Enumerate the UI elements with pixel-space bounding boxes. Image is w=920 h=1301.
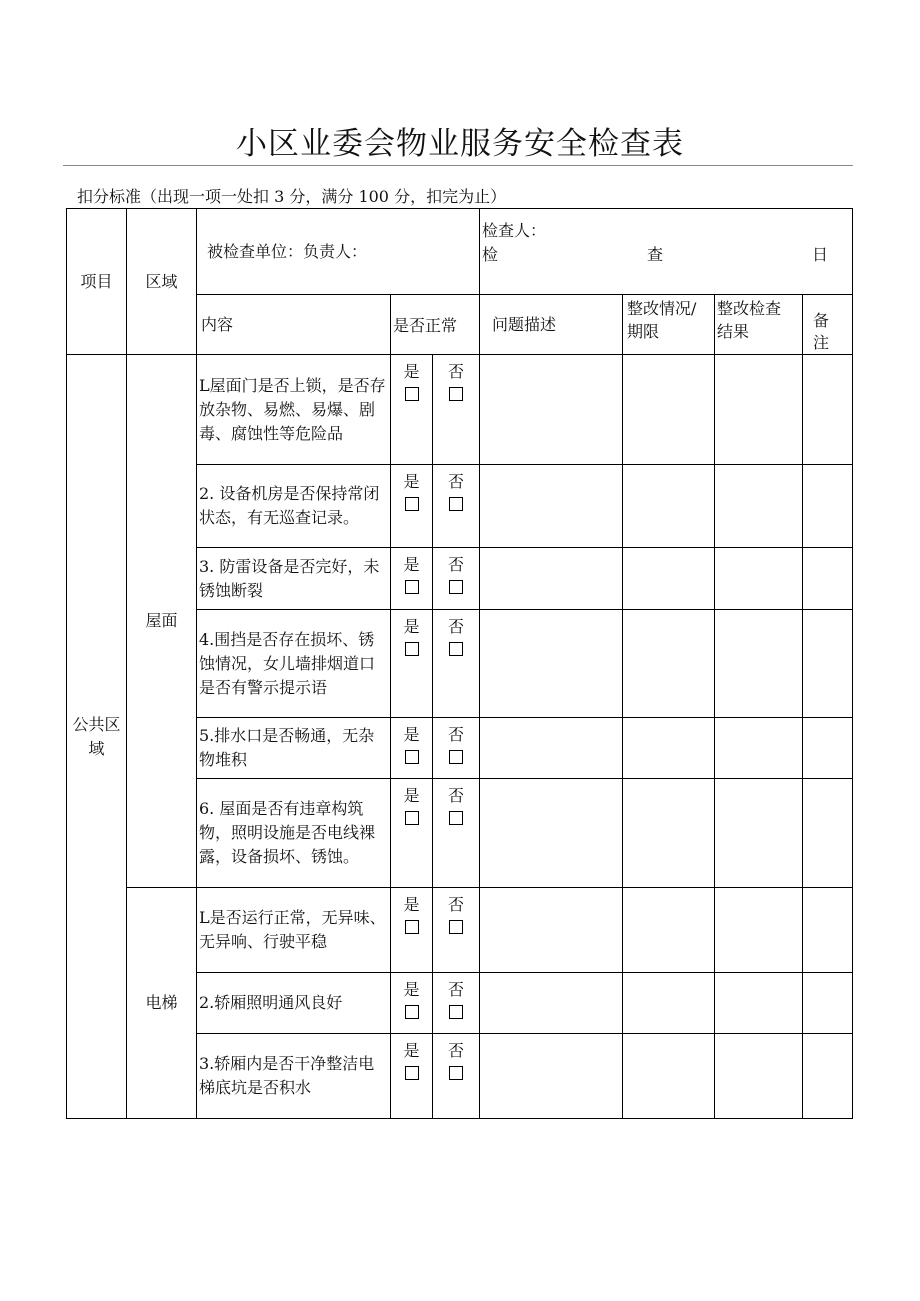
yes-checkbox[interactable]: [391, 355, 433, 465]
recheck-cell[interactable]: [715, 779, 803, 888]
yes-label: 是: [403, 980, 420, 999]
yes-label: 是: [403, 555, 420, 574]
yes-label: 是: [403, 725, 420, 744]
header-area: 区域: [127, 209, 197, 355]
remark-cell[interactable]: [803, 610, 853, 718]
recheck-cell[interactable]: [715, 718, 803, 779]
yes-label: 是: [403, 362, 420, 381]
rectify-cell[interactable]: [623, 1034, 715, 1119]
checkbox-box: [405, 1066, 419, 1080]
problem-cell[interactable]: [480, 1034, 623, 1119]
checkbox-box: [449, 642, 463, 656]
problem-cell[interactable]: [480, 779, 623, 888]
inspection-date-line: [482, 243, 848, 267]
header-recheck: 整改检查结果: [715, 295, 803, 355]
remark-cell[interactable]: [803, 1034, 853, 1119]
checkbox-box: [405, 750, 419, 764]
check-item-content: 3.轿厢内是否干净整洁电梯底坑是否积水: [197, 1034, 391, 1119]
header-content: 内容: [197, 295, 391, 355]
recheck-cell[interactable]: [715, 465, 803, 548]
no-checkbox[interactable]: [433, 718, 480, 779]
no-checkbox[interactable]: [433, 973, 480, 1034]
rectify-cell[interactable]: [623, 973, 715, 1034]
check-item-content: 4.围挡是否存在损坏、锈蚀情况，女儿墙排烟道口是否有警示提示语: [197, 610, 391, 718]
checkbox-box: [449, 387, 463, 401]
deduction-standard: 扣分标准（出现一项一处扣 3 分，满分 100 分，扣完为止）: [77, 187, 507, 206]
checkbox-box: [449, 920, 463, 934]
checkbox-box: [449, 580, 463, 594]
title-underline: [63, 165, 853, 166]
problem-cell[interactable]: [480, 548, 623, 610]
recheck-cell[interactable]: [715, 610, 803, 718]
remark-cell[interactable]: [803, 355, 853, 465]
inspector-label: 检查人：: [482, 221, 547, 240]
section-item-public-area: 公共区域: [67, 355, 127, 1119]
checkbox-box: [405, 642, 419, 656]
check-item-content: L屋面门是否上锁，是否存放杂物、易燃、易爆、剧毒、腐蚀性等危险品: [197, 355, 391, 465]
yes-checkbox[interactable]: [391, 1034, 433, 1119]
no-checkbox[interactable]: [433, 779, 480, 888]
header-problem: 问题描述: [480, 295, 623, 355]
checkbox-box: [405, 920, 419, 934]
recheck-cell[interactable]: [715, 548, 803, 610]
checkbox-box: [405, 1005, 419, 1019]
inspection-table: [66, 208, 853, 1119]
inspected-unit-field: 被检查单位：负责人：: [197, 209, 480, 295]
no-label: 否: [448, 362, 465, 381]
yes-label: 是: [403, 786, 420, 805]
no-label: 否: [448, 980, 465, 999]
no-checkbox[interactable]: [433, 888, 480, 973]
problem-cell[interactable]: [480, 355, 623, 465]
no-label: 否: [448, 472, 465, 491]
remark-cell[interactable]: [803, 973, 853, 1034]
recheck-cell[interactable]: [715, 1034, 803, 1119]
yes-label: 是: [403, 472, 420, 491]
date-char-3: 日: [812, 245, 829, 264]
header-normal: 是否正常: [391, 295, 480, 355]
checkbox-box: [449, 1066, 463, 1080]
date-char-1: 检: [482, 245, 499, 264]
recheck-cell[interactable]: [715, 355, 803, 465]
yes-label: 是: [403, 1041, 420, 1060]
rectify-cell[interactable]: [623, 548, 715, 610]
checkbox-box: [405, 811, 419, 825]
date-char-2: 查: [647, 245, 664, 264]
check-item-content: 3. 防雷设备是否完好，未锈蚀断裂: [197, 548, 391, 610]
yes-checkbox[interactable]: [391, 779, 433, 888]
yes-label: 是: [403, 895, 420, 914]
header-item: 项目: [67, 209, 127, 355]
no-checkbox[interactable]: [433, 1034, 480, 1119]
no-label: 否: [448, 1041, 465, 1060]
checkbox-box: [449, 750, 463, 764]
checkbox-box: [449, 1005, 463, 1019]
yes-checkbox[interactable]: [391, 610, 433, 718]
no-label: 否: [448, 725, 465, 744]
remark-cell[interactable]: [803, 718, 853, 779]
check-item-content: 5.排水口是否畅通，无杂物堆积: [197, 718, 391, 779]
problem-cell[interactable]: [480, 888, 623, 973]
yes-checkbox[interactable]: [391, 465, 433, 548]
document-title: 小区业委会物业服务安全检查表: [236, 126, 684, 162]
checkbox-box: [405, 580, 419, 594]
remark-cell[interactable]: [803, 465, 853, 548]
check-item-content: 6. 屋面是否有违章构筑物，照明设施是否电线裸露，设备损坏、锈蚀。: [197, 779, 391, 888]
inspector-field: [480, 209, 853, 295]
remark-cell[interactable]: [803, 548, 853, 610]
no-checkbox[interactable]: [433, 548, 480, 610]
no-checkbox[interactable]: [433, 465, 480, 548]
remark-cell[interactable]: [803, 779, 853, 888]
checkbox-box: [449, 811, 463, 825]
check-item-content: 2.轿厢照明通风良好: [197, 973, 391, 1034]
no-checkbox[interactable]: [433, 355, 480, 465]
yes-checkbox[interactable]: [391, 973, 433, 1034]
problem-cell[interactable]: [480, 973, 623, 1034]
yes-checkbox[interactable]: [391, 888, 433, 973]
checkbox-box: [449, 497, 463, 511]
checkbox-box: [405, 387, 419, 401]
problem-cell[interactable]: [480, 718, 623, 779]
no-label: 否: [448, 786, 465, 805]
problem-cell[interactable]: [480, 610, 623, 718]
rectify-cell[interactable]: [623, 888, 715, 973]
recheck-cell[interactable]: [715, 888, 803, 973]
yes-label: 是: [403, 617, 420, 636]
check-item-content: 2. 设备机房是否保持常闭状态，有无巡查记录。: [197, 465, 391, 548]
no-label: 否: [448, 895, 465, 914]
rectify-cell[interactable]: [623, 718, 715, 779]
no-label: 否: [448, 555, 465, 574]
rectify-cell[interactable]: [623, 610, 715, 718]
no-checkbox[interactable]: [433, 610, 480, 718]
remark-cell[interactable]: [803, 888, 853, 973]
rectify-cell[interactable]: [623, 465, 715, 548]
no-label: 否: [448, 617, 465, 636]
header-rectify: 整改情况/期限: [623, 295, 715, 355]
problem-cell[interactable]: [480, 465, 623, 548]
rectify-cell[interactable]: [623, 355, 715, 465]
check-item-content: L是否运行正常，无异味、无异响、行驶平稳: [197, 888, 391, 973]
yes-checkbox[interactable]: [391, 718, 433, 779]
header-remark: 备注: [803, 295, 853, 355]
rectify-cell[interactable]: [623, 779, 715, 888]
area-elevator: 电梯: [127, 888, 197, 1119]
recheck-cell[interactable]: [715, 973, 803, 1034]
area-roof: 屋面: [127, 355, 197, 888]
yes-checkbox[interactable]: [391, 548, 433, 610]
checkbox-box: [405, 497, 419, 511]
